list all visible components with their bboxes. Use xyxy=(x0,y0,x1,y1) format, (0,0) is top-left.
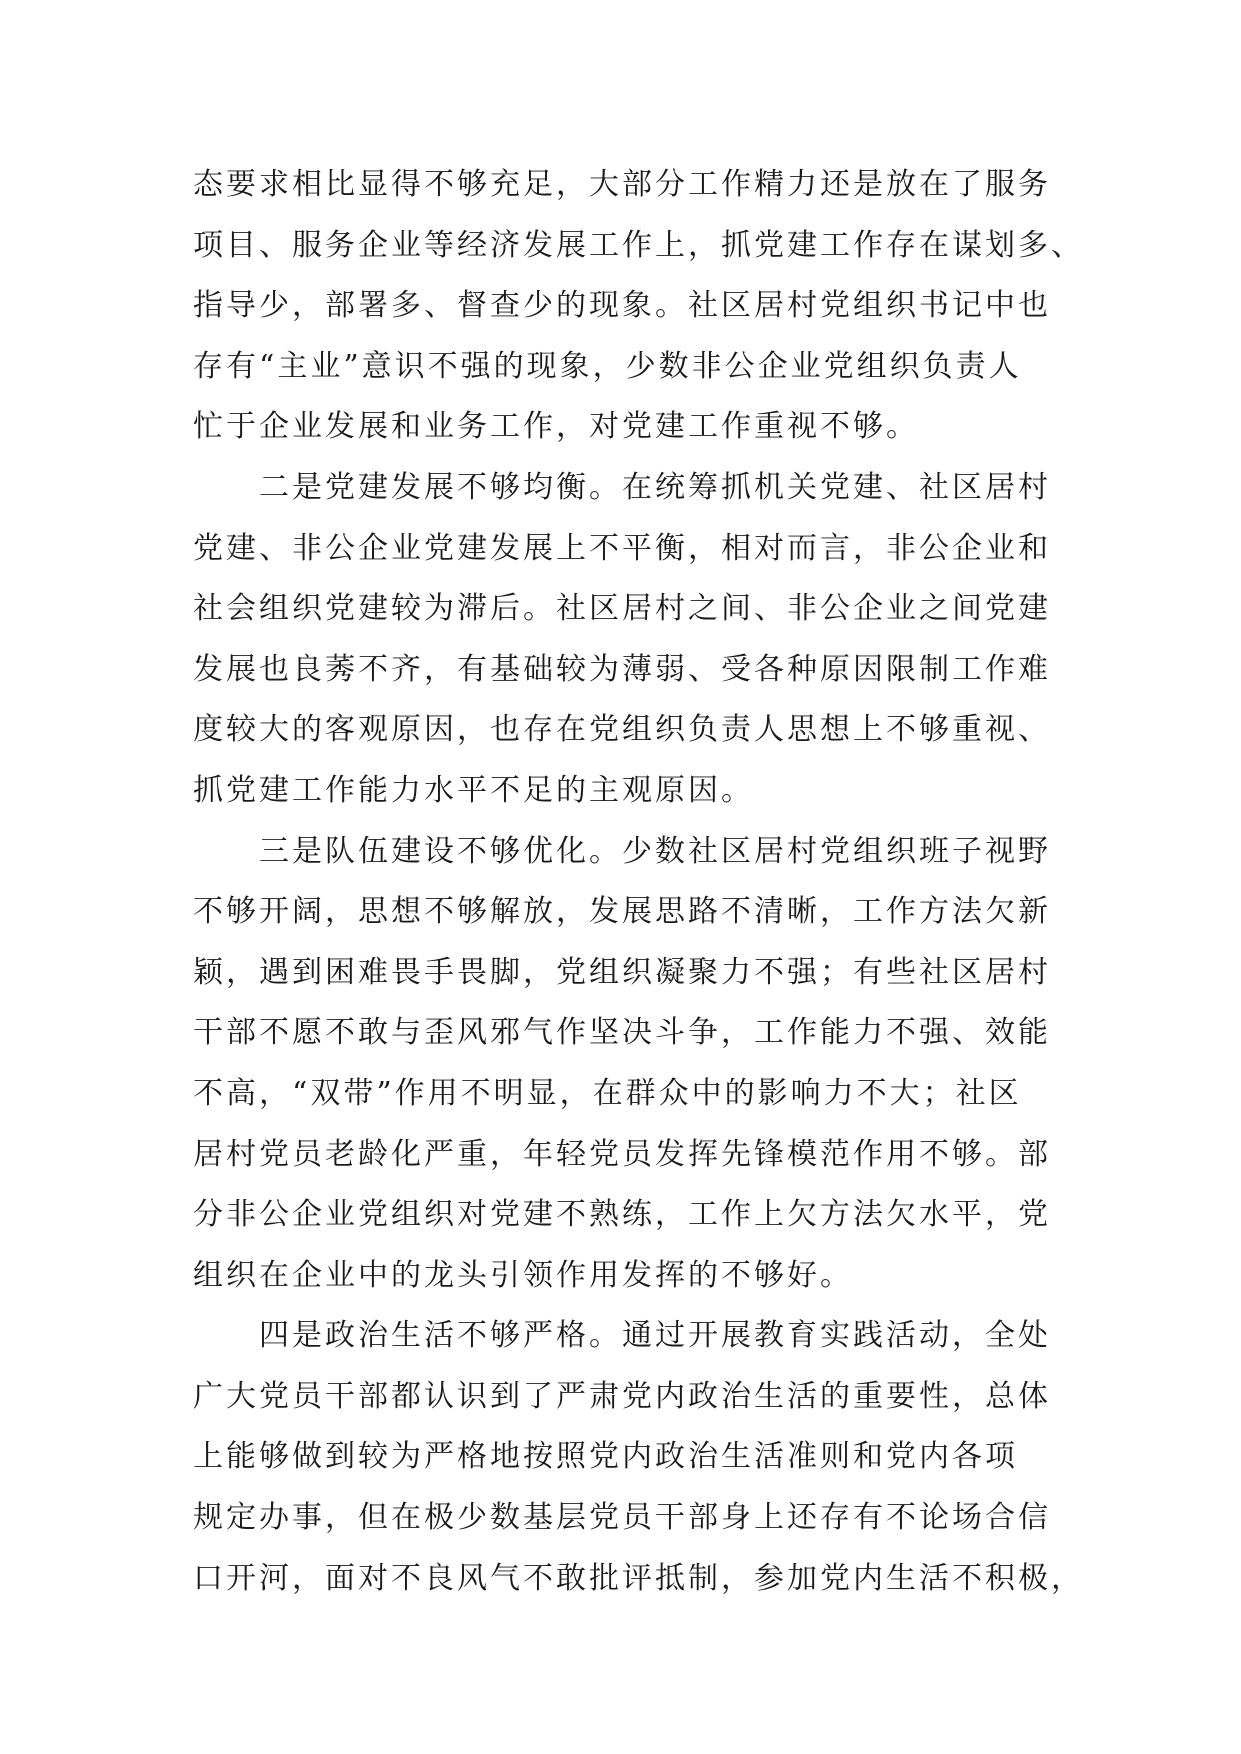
text-line: 指导少，部署多、督查少的现象。社区居村党组织书记中也 xyxy=(193,288,1051,324)
text-line: 态要求相比显得不够充足，大部分工作精力还是放在了服务 xyxy=(193,167,1051,202)
text-line: 分非公企业党组织对党建不熟练，工作上欠方法欠水平，党 xyxy=(193,1197,1051,1233)
text-line: 社会组织党建较为滞后。社区居村之间、非公企业之间党建 xyxy=(193,591,1051,627)
paragraph-4-first-line: 四是政治生活不够严格。通过开展教育实践活动，全处 xyxy=(259,1318,1051,1354)
paragraph-2-first-line: 二是党建发展不够均衡。在统筹抓机关党建、社区居村 xyxy=(259,469,1051,505)
text-line: 不高，“双带”作用不明显，在群众中的影响力不大；社区 xyxy=(193,1075,1022,1111)
text-line: 党建、非公企业党建发展上不平衡，相对而言，非公企业和 xyxy=(193,530,1051,566)
text-line: 口开河，面对不良风气不敢批评抵制，参加党内生活不积极， xyxy=(193,1560,1084,1596)
text-line: 规定办事，但在极少数基层党员干部身上还存有不论场合信 xyxy=(193,1500,1051,1536)
document-body xyxy=(193,155,1084,1609)
text-line: 度较大的客观原因，也存在党组织负责人思想上不够重视、 xyxy=(193,712,1051,748)
text-line: 发展也良莠不齐，有基础较为薄弱、受各种原因限制工作难 xyxy=(193,651,1051,687)
text-line: 忙于企业发展和业务工作，对党建工作重视不够。 xyxy=(193,409,919,445)
text-line: 抓党建工作能力水平不足的主观原因。 xyxy=(193,772,754,808)
text-line: 不够开阔，思想不够解放，发展思路不清晰，工作方法欠新 xyxy=(193,894,1051,930)
text-line: 组织在企业中的龙头引领作用发挥的不够好。 xyxy=(193,1257,853,1293)
paragraph-3-first-line: 三是队伍建设不够优化。少数社区居村党组织班子视野 xyxy=(259,833,1051,869)
text-line: 上能够做到较为严格地按照党内政治生活准则和党内各项 xyxy=(193,1439,1018,1475)
text-line: 项目、服务企业等经济发展工作上，抓党建工作存在谋划多、 xyxy=(193,227,1084,263)
text-line: 居村党员老龄化严重，年轻党员发挥先锋模范作用不够。部 xyxy=(193,1136,1051,1172)
text-line: 广大党员干部都认识到了严肃党内政治生活的重要性，总体 xyxy=(193,1378,1051,1414)
text-line: 颖，遇到困难畏手畏脚，党组织凝聚力不强；有些社区居村 xyxy=(193,954,1051,990)
text-line: 干部不愿不敢与歪风邪气作坚决斗争，工作能力不强、效能 xyxy=(193,1015,1051,1051)
text-line: 存有“主业”意识不强的现象，少数非公企业党组织负责人 xyxy=(193,348,1022,384)
